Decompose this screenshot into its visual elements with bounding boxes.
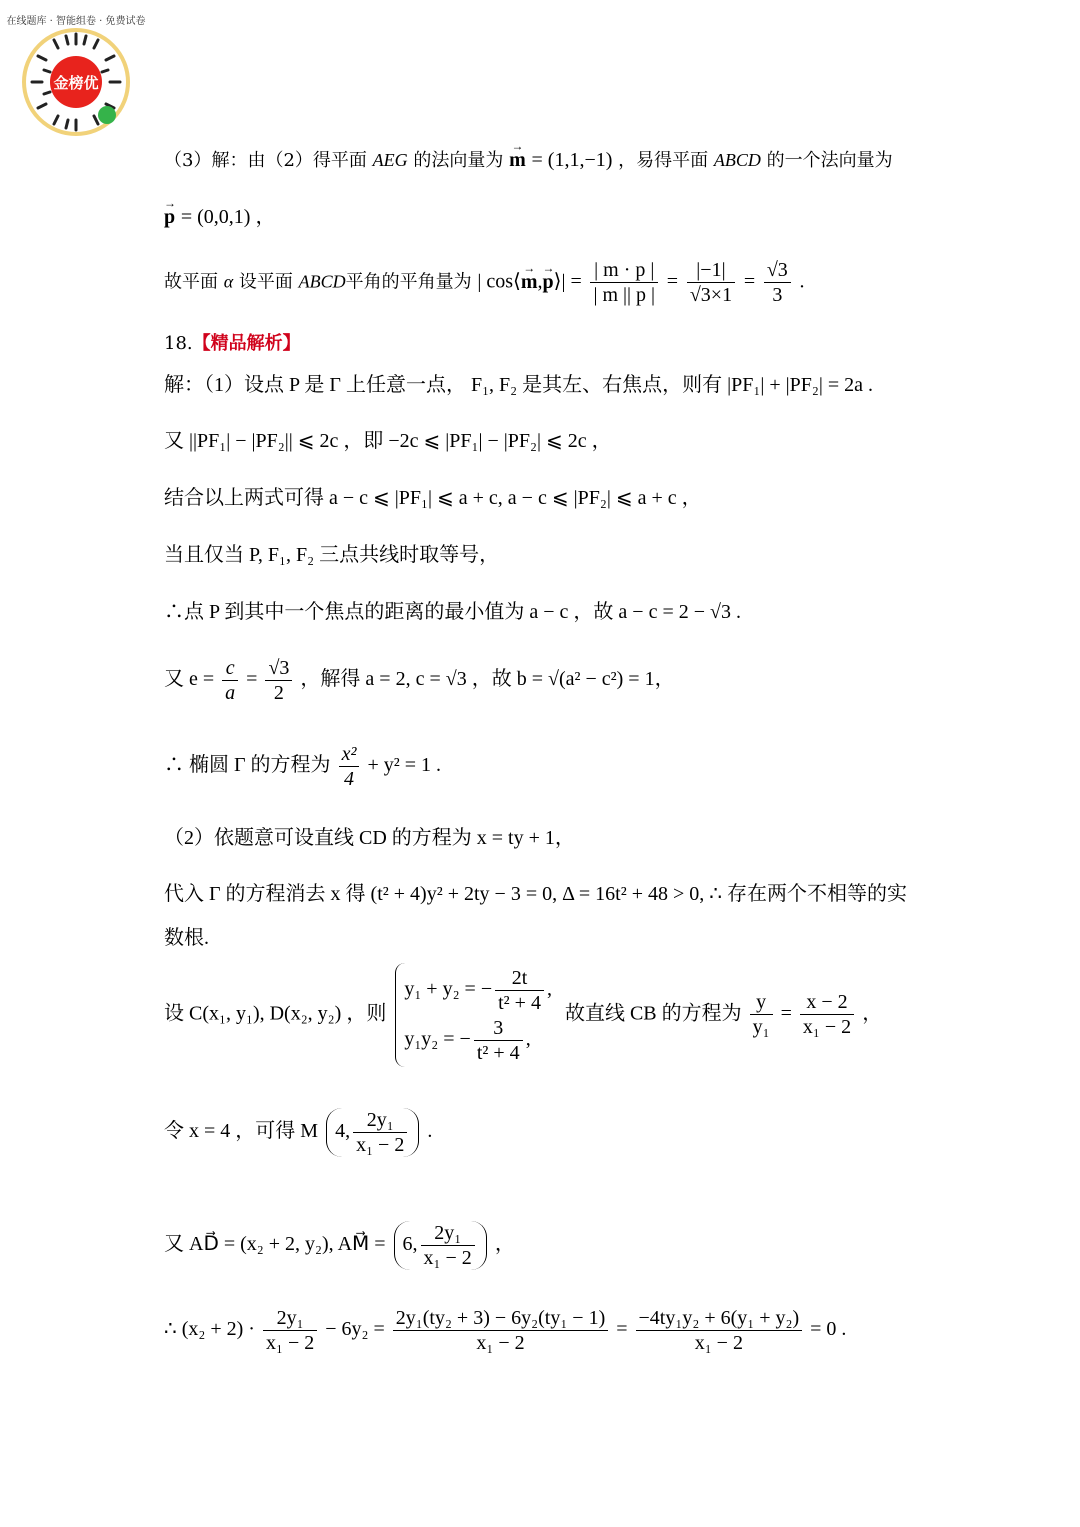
part3-cosine-line: 故平面 α 设平面 ABCD平角的平角量为 | cos⟨→ m,→ p⟩| = $\frac{| m \cdot p |}{| m || p |}$ = $\frac{|-1|}{√3\times 1}$ = $\frac{√3}{3}$ . — [164, 258, 805, 307]
denominator: a — [225, 682, 236, 704]
text: ∴ (x₂ + 2) · — [164, 1318, 255, 1341]
text: − 6y₂ = — [325, 1318, 385, 1341]
logo-ring-text: 在线题库 · 智能组卷 · 免费试卷 — [6, 16, 146, 27]
solution-line-4: 当且仅当 P, F₁, F₂ 三点共线时取等号， — [164, 544, 500, 566]
solution-line-1: 解：（1）设点 P 是 Γ 上任意一点， F₁, F₂ 是其左、右焦点，则有 |PF₁| + |PF₂| = 2a . — [164, 374, 874, 396]
equals: = — [246, 668, 258, 691]
text: , — [525, 1027, 531, 1050]
equals: = — [616, 1318, 628, 1341]
denominator: t² + 4 — [476, 1041, 520, 1064]
numerator: √3 — [764, 258, 791, 283]
text: ， — [862, 1002, 883, 1025]
numerator: 3 — [474, 1016, 523, 1041]
solution-line-10: 数根. — [164, 927, 209, 949]
numerator: 2t — [495, 966, 544, 991]
text: 平角的平角量为 — [345, 271, 472, 293]
solution-line-12 — [164, 1108, 432, 1157]
fraction — [495, 966, 544, 1015]
fraction — [353, 1108, 407, 1157]
numerator: x − 2 — [800, 990, 854, 1015]
text: 又 AD⃗ = (x₂ + 2, y₂), AM⃗ = — [164, 1233, 386, 1256]
fraction — [764, 258, 791, 307]
solution-line-13 — [164, 1221, 515, 1270]
denominator: | m || p | — [593, 284, 656, 306]
plane-name: ABCD — [298, 271, 346, 292]
denominator: 3 — [772, 284, 783, 306]
denominator: 2 — [273, 682, 284, 704]
numerator: 2y₁ — [353, 1108, 407, 1133]
fraction — [590, 258, 658, 307]
qr-seal-icon — [6, 10, 146, 140]
fraction — [263, 1306, 317, 1355]
question-heading — [164, 331, 301, 357]
alpha-symbol: α — [223, 271, 234, 292]
part3-normal-vector-line — [164, 147, 893, 174]
fraction — [636, 1306, 803, 1355]
point-coordinates — [326, 1108, 419, 1157]
text: ，解得 a = 2, c = √3 ，故 b = √(a² − c²) = 1， — [300, 668, 675, 691]
text: 设 C(x₁, y₁), D(x₂, y₂) ，则 — [164, 1002, 387, 1025]
denominator: x₁ − 2 — [356, 1134, 405, 1156]
system-row — [404, 1015, 552, 1065]
solution-line-9: 代入 Γ 的方程消去 x 得 (t² + 4)y² + 2ty − 3 = 0, Δ = 16t² + 48 > 0, ∴ 存在两个不相等的实 — [164, 883, 907, 905]
numerator: √3 — [265, 656, 292, 681]
brand-logo — [6, 10, 146, 140]
fraction — [393, 1306, 608, 1355]
denominator: 4 — [344, 768, 354, 790]
text: ，易得平面 — [618, 150, 709, 171]
numerator: x² — [339, 742, 360, 767]
text: 的法向量为 — [413, 150, 504, 171]
plane-name: ABCD — [713, 150, 761, 170]
numerator: |−1| — [687, 258, 735, 283]
text: 4, — [335, 1120, 351, 1143]
text: （3）解：由（2）得平面 — [164, 150, 367, 171]
denominator: x₁ − 2 — [476, 1332, 525, 1354]
solution-line-3: 结合以上两式可得 a − c ⩽ |PF₁| ⩽ a + c, a − c ⩽ |PF₂| ⩽ a + c ， — [164, 487, 702, 509]
text: + y² = 1 . — [367, 754, 441, 777]
vector-m: → m — [509, 147, 526, 173]
numerator: y — [750, 990, 773, 1015]
text: ∴ 椭圆 Γ 的方程为 — [164, 754, 331, 777]
equals: = — [780, 1002, 792, 1025]
part3-vector-p-line — [164, 204, 275, 231]
fraction — [339, 742, 360, 791]
text: 6, — [402, 1233, 418, 1256]
vector-value: = (1,1,−1) — [531, 149, 613, 171]
vector-value: = (0,0,1) ， — [180, 206, 276, 228]
text: 设平面 — [238, 271, 293, 293]
fraction — [750, 990, 773, 1039]
denominator: x₁ − 2 — [265, 1332, 315, 1354]
text: , — [546, 978, 552, 1000]
numerator: −4ty₁y₂ + 6(y₁ + y₂) — [636, 1306, 803, 1331]
denominator: x₁ − 2 — [802, 1016, 852, 1039]
denominator: t² + 4 — [498, 991, 541, 1014]
question-number: 18. — [164, 333, 193, 354]
numerator: c — [222, 656, 238, 681]
text: . — [427, 1120, 433, 1143]
system-row — [404, 965, 552, 1015]
fraction — [687, 258, 735, 307]
fraction — [265, 656, 292, 705]
numerator: 2y₁ — [263, 1306, 317, 1331]
denominator: √3×1 — [689, 284, 733, 306]
equation-system — [395, 963, 556, 1067]
cos-expression: ⟩| = — [553, 270, 582, 293]
text: 令 x = 4 ，可得 M — [164, 1120, 319, 1143]
text: y₁ + y₂ = − — [404, 978, 493, 1000]
logo-brand-text: 金榜优 — [53, 74, 99, 92]
fraction — [222, 656, 238, 705]
fraction — [421, 1221, 475, 1270]
denominator: y₁ — [752, 1016, 770, 1039]
plane-name: AEG — [372, 150, 408, 170]
denominator: x₁ − 2 — [423, 1247, 472, 1269]
vector-p: → p — [543, 269, 554, 295]
numerator: | m · p | — [590, 258, 658, 283]
text: 的一个法向量为 — [766, 150, 893, 171]
analysis-tag: 【精品解析】 — [192, 333, 301, 354]
text: 又 e = — [164, 668, 215, 691]
fraction — [800, 990, 854, 1039]
cos-expression: | cos⟨ — [477, 270, 521, 293]
text: y₁y₂ = − — [404, 1027, 471, 1050]
numerator: 2y₁ — [421, 1221, 475, 1246]
text: ， — [494, 1233, 515, 1256]
solution-line-2: 又 ||PF₁| − |PF₂|| ⩽ 2c ，即 −2c ⩽ |PF₁| − |PF₂| ⩽ 2c ， — [164, 430, 612, 452]
solution-line-14 — [164, 1306, 846, 1355]
solution-line-6 — [164, 656, 675, 705]
fraction — [474, 1016, 523, 1065]
solution-line-11 — [164, 963, 882, 1067]
solution-line-8: （2）依题意可设直线 CD 的方程为 x = ty + 1， — [164, 827, 575, 849]
vector-m: → m — [521, 269, 538, 295]
solution-line-7 — [164, 742, 441, 791]
text: 故直线 CB 的方程为 — [564, 1002, 742, 1025]
text: = 0 . — [810, 1318, 847, 1341]
numerator: 2y₁(ty₂ + 3) − 6y₂(ty₁ − 1) — [393, 1306, 608, 1331]
text: 故平面 — [164, 271, 218, 293]
denominator: x₁ − 2 — [694, 1332, 743, 1354]
solution-line-5: ∴点 P 到其中一个焦点的距离的最小值为 a − c ，故 a − c = 2 − √3 . — [164, 601, 741, 623]
vector-p: → p — [164, 204, 175, 230]
vector-coordinates — [394, 1221, 487, 1270]
comma: , — [537, 270, 543, 293]
